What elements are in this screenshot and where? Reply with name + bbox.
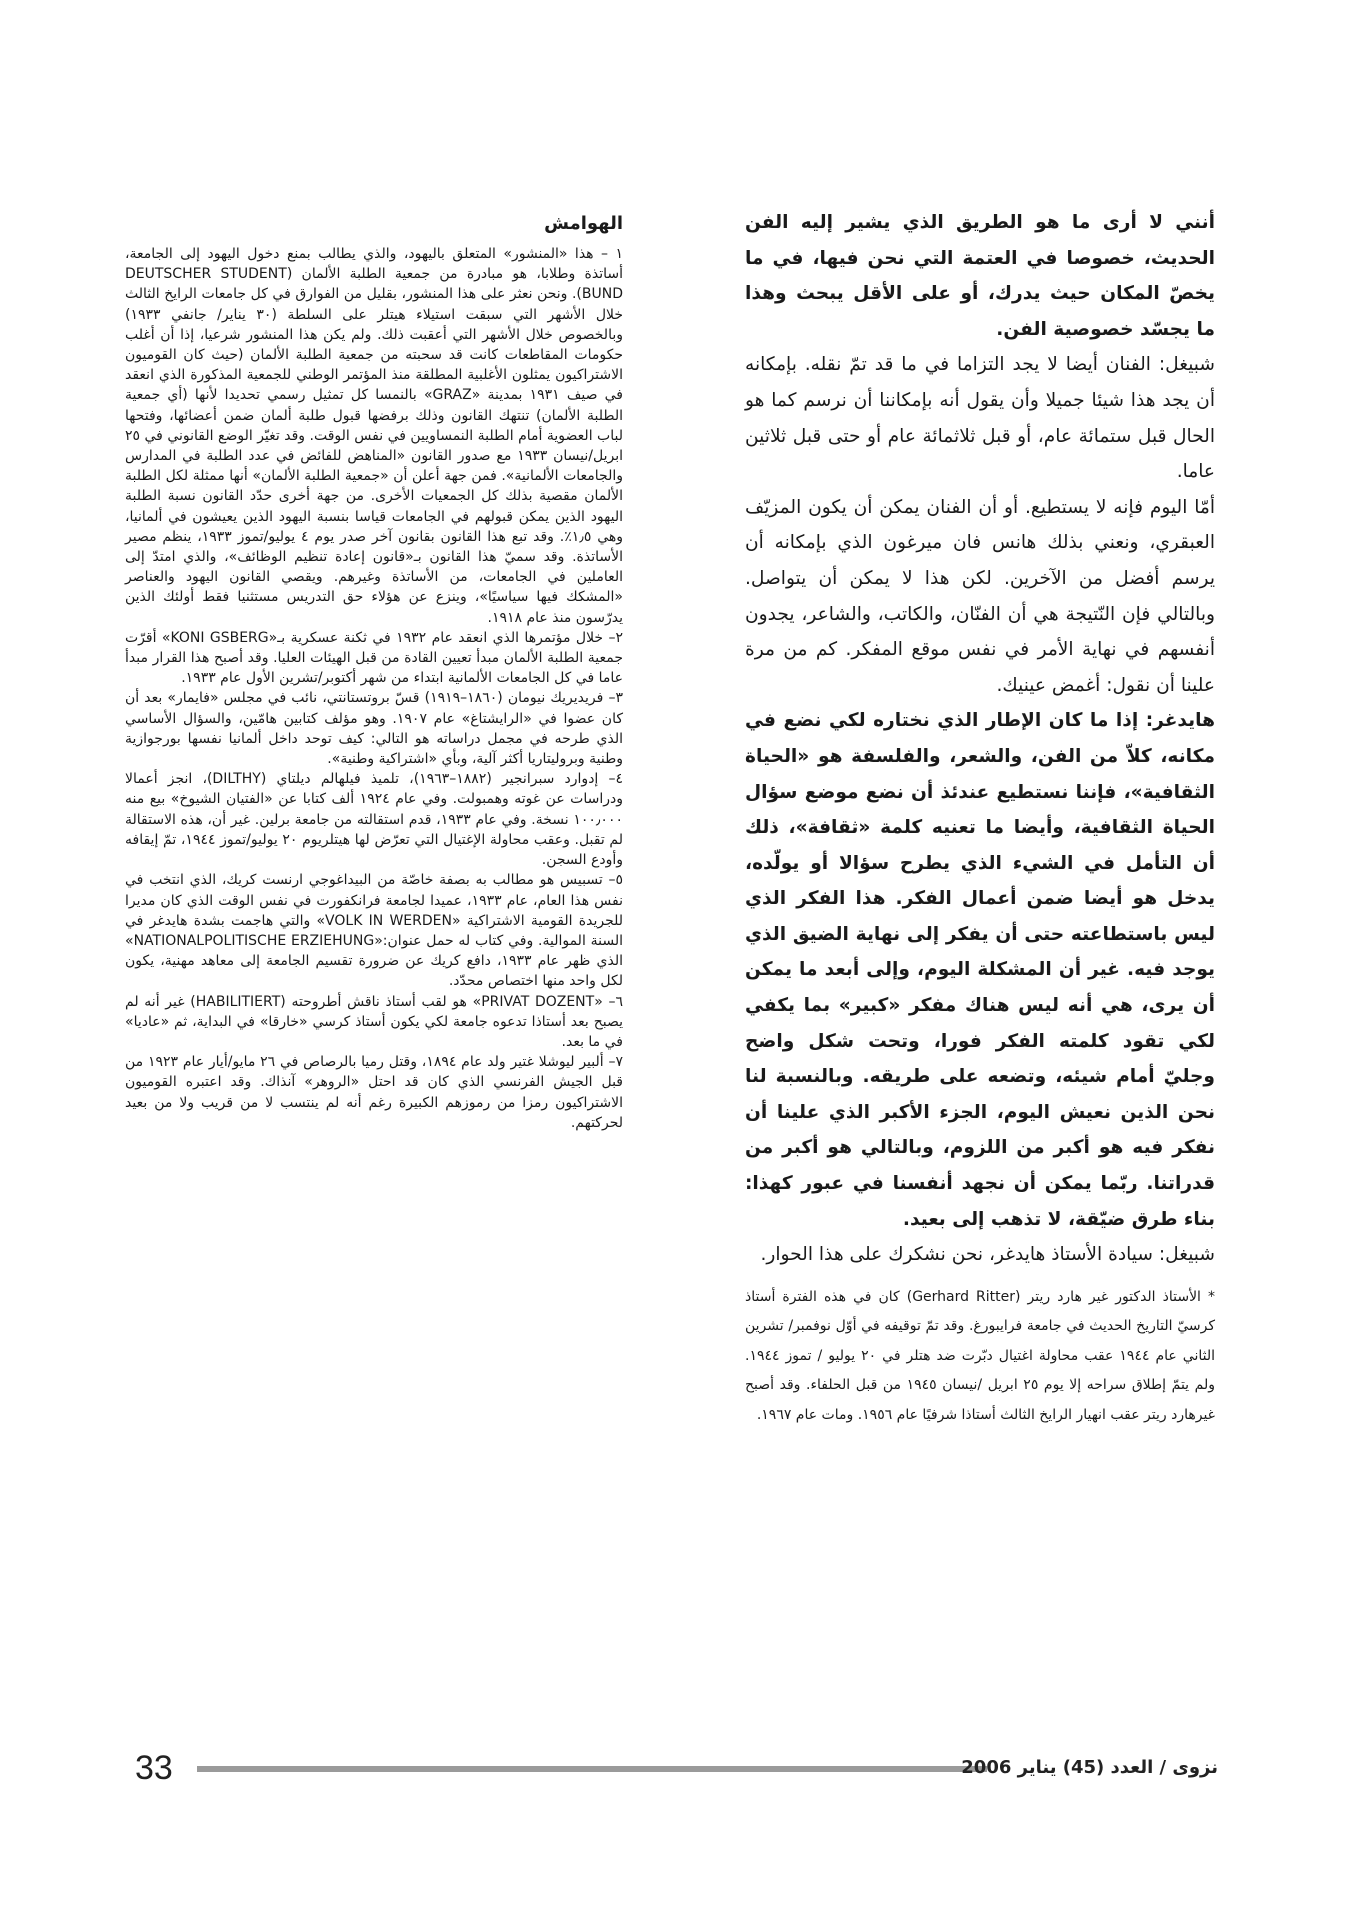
footnote-3: ٣– فريديريك نيومان (١٨٦٠–١٩١٩) قسّ بروتستانتي، نائب في مجلس «فايمار» بعد أن كان عضوا في «الرايشتاغ» عام ١٩٠٧. وهو مؤلف كتابين هامّين، والسؤال الأساسي الذي طرحه في مجمل دراساته هو التالي: كيف توحد داخل ألمانيا نفسها بورجوازية وطنية وبروليتاريا أكثر آلية، وبأي «اشتراكية وطنية». [125, 690, 624, 768]
paragraph-1 [745, 205, 1215, 347]
speaker-label: شبيغل: [1158, 354, 1215, 376]
speaker-label: شبيغل: [1158, 1244, 1215, 1266]
paragraph-3 [745, 490, 1215, 704]
footnote-2: ٢– خلال مؤتمرها الذي انعقد عام ١٩٣٢ في ثكنة عسكرية بـ«KONI GSBERG» أقرّت جمعية الطلبة الألمان مبدأ تعيين القادة من قبل الهيئات العليا. وقد أصبح هذا القرار مبدأ عاما في كل الجامعات الألمانية ابتداء من شهر أكتوبر/تشرين الأول عام ١٩٣٣. [125, 629, 623, 687]
issue-label: نزوى / العدد (45) يناير 2006 [961, 1757, 1218, 1778]
main-text-column [745, 205, 1215, 1430]
paragraph-text: سيادة الأستاذ هايدغر، نحن نشكرك على هذا الحوار. [760, 1244, 1159, 1266]
paragraph-text: أنني لا أرى ما هو الطريق الذي يشير إليه الفن الحديث، خصوصا في العتمة التي نحن فيها، في ما يخصّ المكان حيث يدرك، أو على الأقل يبحث وهذا ما يجسّد خصوصية الفن. [745, 212, 1215, 340]
paragraph-5 [745, 1237, 1215, 1273]
page-number: 33 [135, 1749, 173, 1787]
footnotes-column [125, 210, 623, 1133]
footnote-6: ٦– «PRIVAT DOZENT» هو لقب أستاذ ناقش أطروحته (HABILITIERT) غير أنه لم يصبح بعد أستاذا تدعوه جامعة لكي يكون أستاذ كرسي «خارقا» في البداية، ثم «عاديا» في ما بعد. [125, 993, 624, 1050]
footnote-7: ٧– ألبير ليوشلا غتير ولد عام ١٨٩٤، وقتل رميا بالرصاص في ٢٦ مايو/أيار عام ١٩٢٣ من قبل الجيش الفرنسي الذي كان قد احتل «الروهر» آنذاك. وقد اعتبره القوميون الاشتراكيون رمزا من رموزهم الكبيرة رغم أنه لم ينتسب لا من قريب ولا من بعيد لحركتهم. [125, 1054, 623, 1131]
paragraph-text: أمّا اليوم فإنه لا يستطيع. أو أن الفنان يمكن أن يكون المزيّف العبقري، ونعني بذلك هانس فان ميرغون الذي بإمكانه أن يرسم أفضل من الآخرين. لكن هذا لا يمكن أن يتواصل. وبالتالي فإن النّتيجة هي أن الفنّان، والكاتب، والشاعر، يجدون أنفسهم في نهاية الأمر في نفس موقع المفكر. كم من مرة علينا أن نقول: أغمض عينيك. [745, 496, 1215, 696]
footer-divider [197, 1766, 987, 1772]
footnote-5: ٥– تسبيس هو مطالب به بصفة خاصّة من البيداغوجي ارنست كريك، الذي انتخب في نفس هذا العام، عام ١٩٣٣، عميدا لجامعة فرانكفورت في نفس الوقت الذي كان مديرا للجريدة القومية الاشتراكية «VOLK IN WERDEN» والتي هاجمت بشدة هايدغر في السنة الموالية. وفي كتاب له حمل عنوان:«NATIONALPOLITISCHE ERZIEHUNG» الذي ظهر عام ١٩٣٣، دافع كريك عن ضرورة تقسيم الجامعة إلى معاهد مهنية، يكون لكل واحد منها اختصاص محدّد. [125, 872, 624, 990]
footnote-1: ١ – هذا «المنشور» المتعلق باليهود، والذي يطالب بمنع دخول اليهود إلى الجامعة، أساتذة وطلابا، هو مبادرة من جمعية الطلبة الألمان (DEUTSCHER STUDENT BUND). ونحن نعثر على هذا المنشور، بقليل من الفوارق في كل جامعات الرايخ الثالث خلال الأشهر التي سبقت استيلاء هيتلر على السلطة (٣٠ يناير/ جانفي ١٩٣٣) وبالخصوص خلال الأشهر التي أعقبت ذلك. ولم يكن هذا المنشور شرعيا، إذا أن أغلب حكومات المقاطعات كانت قد سحبته من جمعية الطلبة الألمان (حيث كان القوميون الاشتراكيون يمثلون الأغلبية المطلقة منذ المؤتمر الوطني للجمعية المذكورة الذي انعقد في صيف ١٩٣١ بمدينة «GRAZ» بالنمسا كل تمثيل رسمي تحديدا لأنها (أي جمعية الطلبة الألمان) تنتهك القانون وذلك برفضها قبول طلبة ألمان ضمن أعضائها، وفتحها لباب العضوية أمام الطلبة النمساويين في نفس الوقت. وقد تغيّر الوضع القانوني في ٢٥ ابريل/نيسان ١٩٣٣ مع صدور القانون «المناهض للفائض في عدد الطلبة في المدارس والجامعات الألمانية». فمن جهة أعلن أن «جمعية الطلبة الألمان» أنها ممثلة لكل الطلبة الألمان مقصية بذلك كل الجمعيات الأخرى. من جهة أخرى حدّد القانون نسبة الطلبة اليهود الذين يمكن قبولهم في الجامعات قياسا بنسبة اليهود الذين يعيشون في ألمانيا، وهي ١٫٥٪. وقد تبع هذا القانون بقانون آخر صدر يوم ٤ يوليو/تموز ١٩٣٣، ينظم مصير الأساتذة. وقد سميّ هذا القانون بـ«قانون إعادة تنظيم الوظائف»، والذي امتدّ إلى العاملين في الجامعات، من الأساتذة وغيرهم. ويقصي القانون اليهود والعناصر «المشكك فيها سياسيًا»، وينزع عن هؤلاء حق التدريس مستثنيا فقط أولئك الذين يدرّسون منذ عام ١٩١٨. [125, 246, 624, 626]
paragraph-text: الفنان أيضا لا يجد التزاما في ما قد تمّ نقله. بإمكانه أن يجد هذا شيئا جميلا وأن يقول أنه بإمكاننا أن نرسم كما هو الحال قبل ستمائة عام، أو قبل ثلاثمائة عام أو حتى قبل ثلاثين عاما. [745, 354, 1215, 483]
footnote-4: ٤– إدوارد سبرانجير (١٨٨٢–١٩٦٣)، تلميذ فيلهالم ديلتاي (DILTHY)، انجز أعمالا ودراسات عن غوته وهمبولت. وفي عام ١٩٢٤ ألف كتابا عن «الفتيان الشيوخ» بيع منه ١٠٠٫٠٠٠ نسخة. وفي عام ١٩٣٣، قدم استقالته من جامعة برلين. غير أن، هذه الاستقالة لم تقبل. وعقب محاولة الإغتيال التي تعرّض لها هيتلريوم ٢٠ يوليو/تموز ١٩٤٤، تمّ إيقافه وأودع السجن. [125, 771, 624, 869]
paragraph-4 [745, 703, 1215, 1237]
speaker-label: هايدغر: [1145, 710, 1215, 732]
paragraph-2 [745, 347, 1215, 489]
footnotes-title: الهوامش [544, 213, 623, 234]
page-footer [125, 1748, 1218, 1788]
paragraph-text: إذا ما كان الإطار الذي نختاره لكي نضع في مكانه، كلاّ من الفن، والشعر، والفلسفة هو «الحياة الثقافية»، فإننا نستطيع عندئذ أن نضع موضع سؤال الحياة الثقافية، وأيضا ما تعنيه كلمة «ثقافة»، ذلك أن التأمل في الشيء الذي يطرح سؤالا أو يولّده، يدخل هو أيضا ضمن أعمال الفكر. هذا الفكر الذي ليس باستطاعته حتى أن يفكر إلى نهاية الضيق الذي يوجد فيه. غير أن المشكلة اليوم، وإلى أبعد ما يمكن أن يرى، هي أنه ليس هناك مفكر «كبير» بما يكفي لكي تقود كلمته الفكر فورا، وتحت شكل واضح وجليّ أمام شيئه، وتضعه على طريقه. وبالنسبة لنا نحن الذين نعيش اليوم، الجزء الأكبر الذي علينا أن نفكر فيه هو أكبر من اللزوم، وبالتالي هو أكبر من قدراتنا. ربّما يمكن أن نجهد أنفسنا في عبور كهذا: بناء طرق ضيّقة، لا تذهب إلى بعيد. [745, 710, 1215, 1230]
star-footnote: * الأستاذ الدكتور غير هارد ريتر (Gerhard Ritter) كان في هذه الفترة أستاذ كرسيّ التاريخ الحديث في جامعة فرايبورغ. وقد تمّ توقيفه في أوّل نوفمبر/ تشرين الثاني عام ١٩٤٤ عقب محاولة اغتيال دبّرت ضد هتلر في ٢٠ يوليو / تموز ١٩٤٤. ولم يتمّ إطلاق سراحه إلا يوم ٢٥ ابريل /نيسان ١٩٤٥ من قبل الحلفاء. وقد أصبح غيرهارد ريتر عقب انهيار الرايخ الثالث أستاذا شرفيًا عام ١٩٥٦. ومات عام ١٩٦٧. [745, 1288, 1215, 1423]
